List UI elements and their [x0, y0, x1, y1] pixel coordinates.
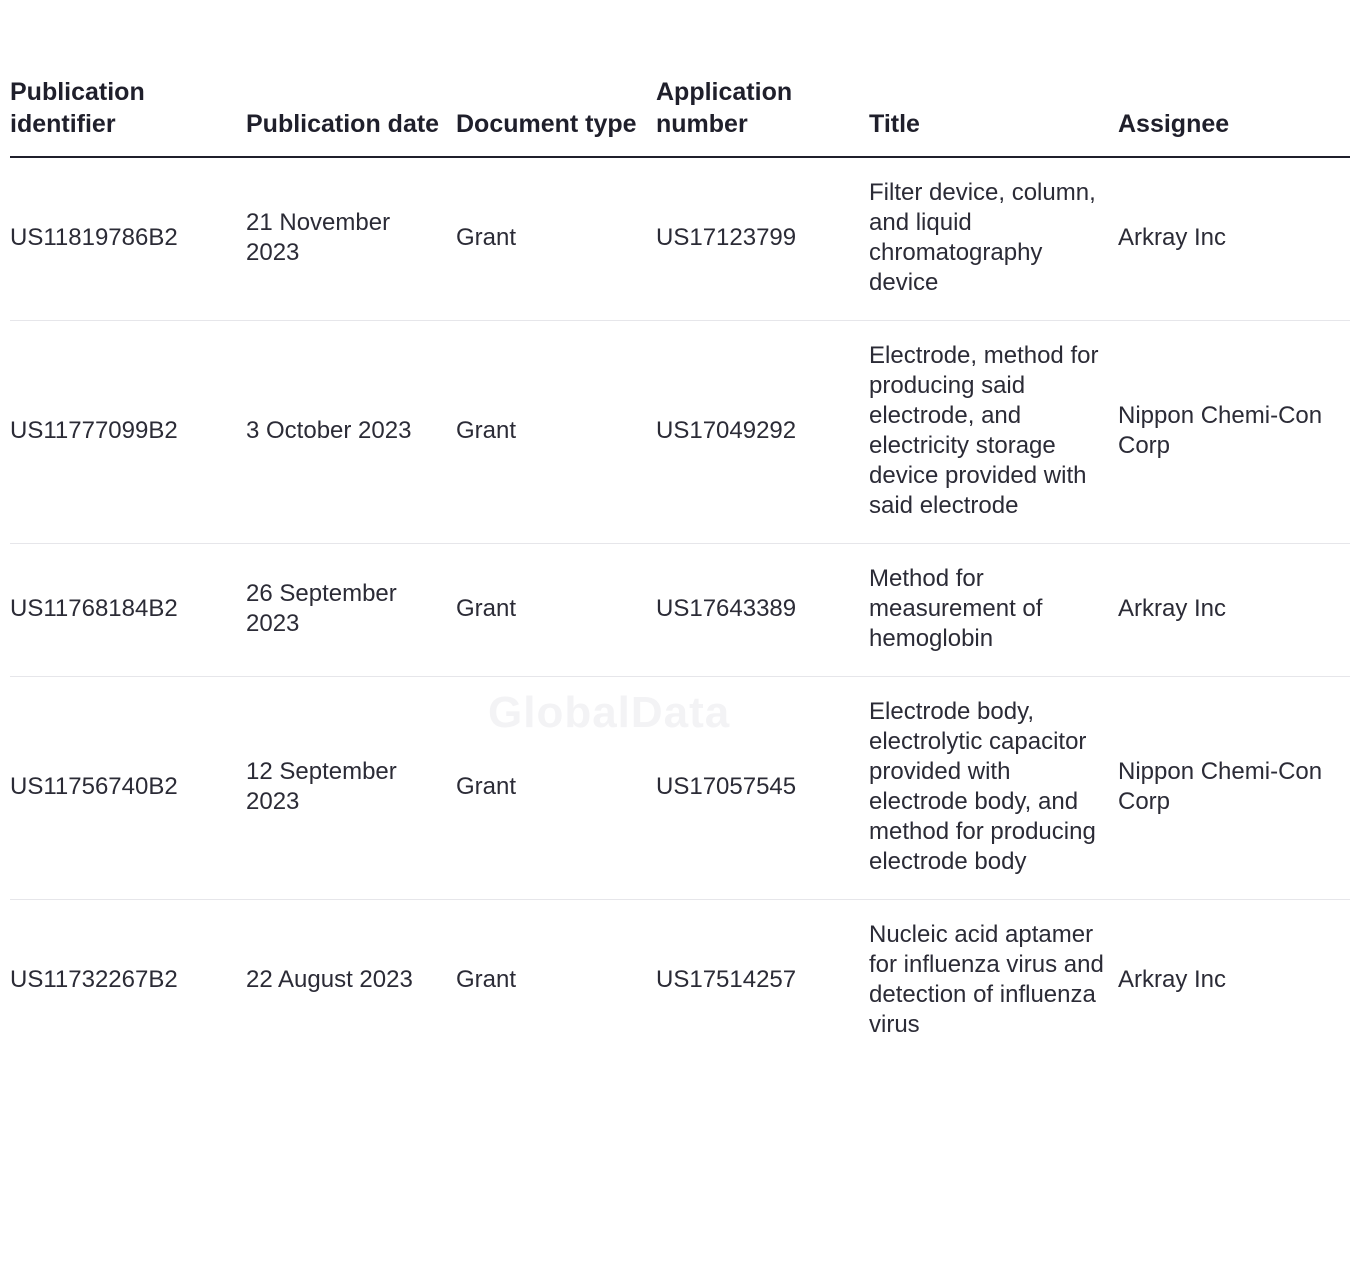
cell-title: Filter device, column, and liquid chromatography device [869, 157, 1118, 321]
cell-title: Method for measurement of hemoglobin [869, 544, 1118, 677]
cell-application-number: US17057545 [656, 677, 869, 900]
cell-assignee: Nippon Chemi-Con Corp [1118, 321, 1350, 544]
cell-assignee: Arkray Inc [1118, 966, 1227, 993]
cell-publication-identifier: US11732267B2 [10, 966, 178, 993]
cell-document-type: Grant [456, 321, 656, 544]
table-header-row [10, 76, 1350, 157]
table-row [10, 157, 1350, 321]
cell-title: Electrode body, electrolytic capacitor provided with electrode body, and method for producing electrode body [869, 677, 1118, 900]
cell-publication-date: 21 November 2023 [246, 157, 456, 321]
column-header-publication-identifier: Publication identifier [10, 76, 246, 157]
cell-publication-identifier: US11768184B2 [10, 544, 246, 677]
cell-assignee: Nippon Chemi-Con Corp [1118, 677, 1350, 900]
cell-document-type: Grant [456, 966, 517, 993]
patent-table-container [10, 76, 1323, 1266]
cell-assignee: Arkray Inc [1118, 544, 1350, 677]
cell-document-type: Grant [456, 157, 656, 321]
cell-document-type: Grant [456, 544, 656, 677]
cell-application-number: US17123799 [656, 157, 869, 321]
column-header-application-number: Application number [656, 76, 869, 157]
watermark: GlobalData [488, 688, 731, 737]
column-header-assignee: Assignee [1118, 76, 1350, 157]
table-row [10, 544, 1350, 677]
cell-assignee: Arkray Inc [1118, 157, 1350, 321]
column-header-publication-date: Publication date [246, 76, 456, 157]
cell-publication-date: 12 September 2023 [246, 677, 456, 900]
table-row [10, 677, 1350, 900]
cell-publication-identifier: US11819786B2 [10, 157, 246, 321]
cell-application-number: US17049292 [656, 321, 869, 544]
table-row [10, 900, 1350, 1063]
column-header-title: Title [869, 76, 1118, 157]
cell-application-number: US17643389 [656, 544, 869, 677]
cell-publication-date: 3 October 2023 [246, 321, 456, 544]
cell-title: Electrode, method for producing said electrode, and electricity storage device provided with said electrode [869, 321, 1118, 544]
table-row [10, 321, 1350, 544]
cell-application-number: US17514257 [656, 966, 797, 993]
patent-table [10, 76, 1350, 1062]
cell-publication-date: 22 August 2023 [246, 966, 413, 993]
column-header-document-type: Document type [456, 76, 656, 157]
cell-document-type: Grant [456, 677, 656, 900]
cell-publication-identifier: US11777099B2 [10, 321, 246, 544]
cell-publication-identifier: US11756740B2 [10, 677, 246, 900]
cell-title: Nucleic acid aptamer for influenza virus and detection of influenza virus [869, 921, 1104, 1038]
cell-publication-date: 26 September 2023 [246, 544, 456, 677]
